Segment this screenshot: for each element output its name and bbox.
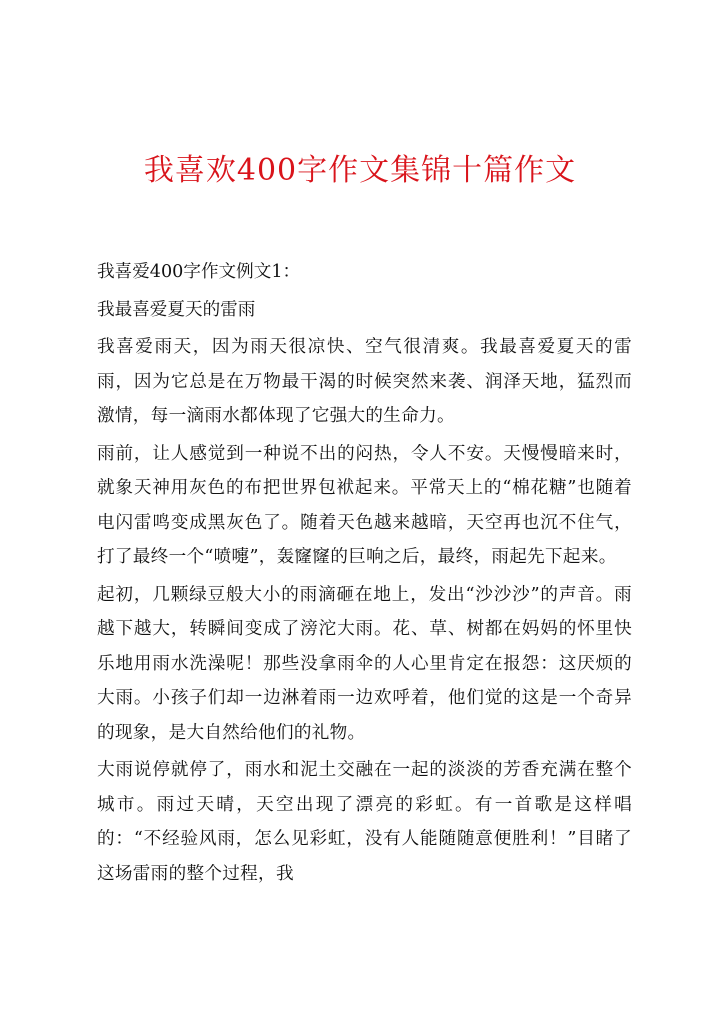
paragraph: 起初，几颗绿豆般大小的雨滴砸在地上，发出“沙沙沙”的声音。雨越下越大，转瞬间变成了滂沱大雨。花、草、树都在妈妈的怀里快乐地用雨水洗澡呢！那些没拿雨伞的人心里肯定在报怨：这厌烦的大雨。小孩子们却一边淋着雨一边欢呼着，他们觉的这是一个奇异的现象，是大自然给他们的礼物。 <box>97 584 632 743</box>
paragraph: 雨前，让人感觉到一种说不出的闷热，令人不安。天慢慢暗来时，就象天神用灰色的布把世界包袱起来。平常天上的“棉花糖”也随着电闪雷鸣变成黑灰色了。随着天色越来越暗，天空再也沉不住气，打了最终一个“喷嚏”，轰窿窿的巨响之后，最终，雨起先下起来。 <box>97 443 632 567</box>
document-body <box>97 255 632 894</box>
paragraph: 我喜爱雨天，因为雨天很凉快、空气很清爽。我最喜爱夏天的雷雨，因为它总是在万物最干渴的时候突然来袭、润泽天地，猛烈而激情，每一滴雨水都体现了它强大的生命力。 <box>97 337 632 426</box>
paragraph: 大雨说停就停了，雨水和泥土交融在一起的淡淡的芳香充满在整个城市。雨过天晴，天空出现了漂亮的彩虹。有一首歌是这样唱的：“不经验风雨，怎么见彩虹，没有人能随随意便胜利！”目睹了这场雷雨的整个过程，我 <box>97 760 632 884</box>
page-title: 我喜欢400字作文集锦十篇作文 <box>143 153 577 188</box>
example-label: 我喜爱400字作文例文1： <box>97 262 301 282</box>
essay-subtitle: 我最喜爱夏天的雷雨 <box>97 299 256 320</box>
